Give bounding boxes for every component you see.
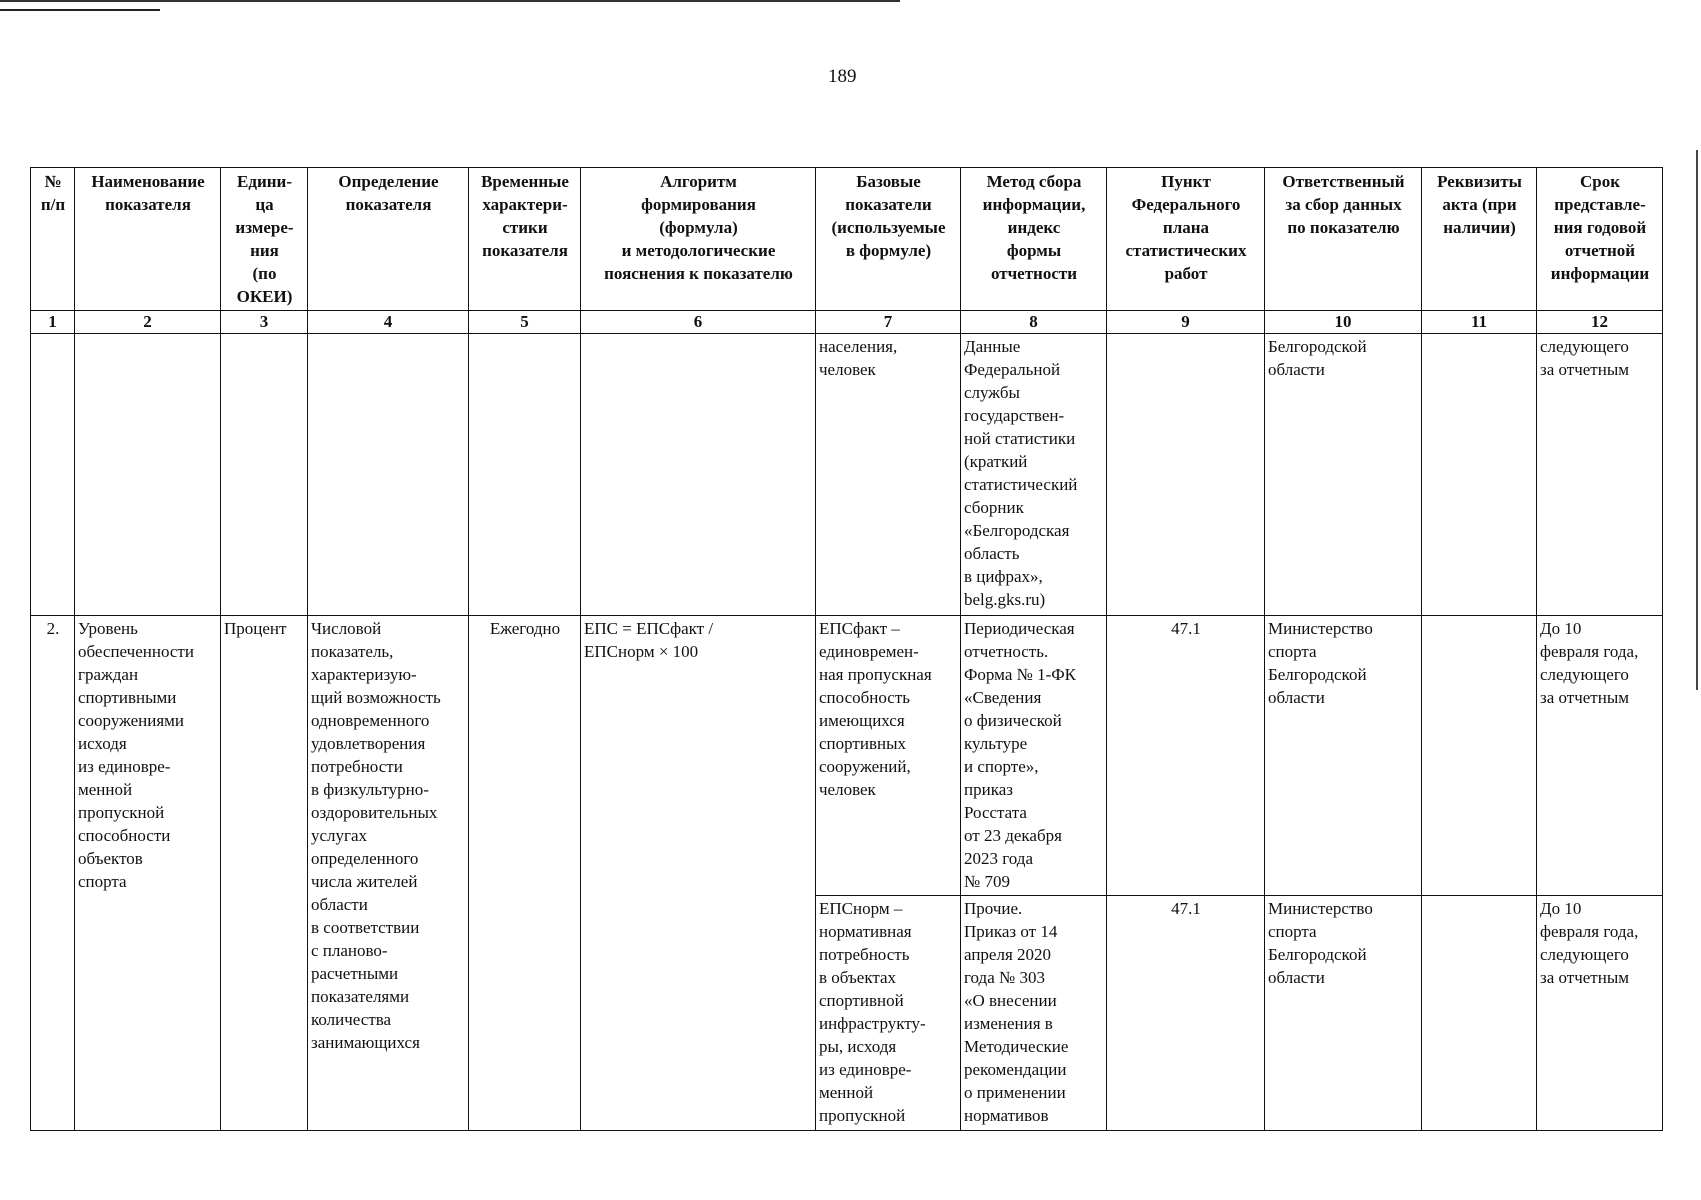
scan-artifact-right-edge: [1696, 150, 1698, 690]
header-responsible: Ответственный за сбор данных по показателю: [1265, 168, 1422, 311]
cell-plan-item: 47.1: [1107, 896, 1265, 1131]
header-definition: Определение показателя: [308, 168, 469, 311]
table-row-continued: [31, 334, 1663, 616]
header-periodicity: Временные характери- стики показателя: [469, 168, 581, 311]
cell-responsible: Белгородской области: [1265, 334, 1422, 616]
header-act-details: Реквизиты акта (при наличии): [1422, 168, 1537, 311]
header-deadline: Срок представле- ния годовой отчетной информации: [1537, 168, 1663, 311]
column-number: 2: [75, 311, 221, 334]
column-number: 7: [816, 311, 961, 334]
cell-base-indicator: ЕПСнорм – нормативная потребность в объектах спортивной инфраструкту- ры, исходя из единовре- менной пропускной: [816, 896, 961, 1131]
table-header-row: [31, 168, 1663, 311]
cell-empty: [469, 334, 581, 616]
column-number: 3: [221, 311, 308, 334]
column-number-row: [31, 311, 1663, 334]
column-number: 12: [1537, 311, 1663, 334]
cell-indicator-name: Уровень обеспеченности граждан спортивными сооружениями исходя из единовре- менной пропускной способности объектов спорта: [75, 616, 221, 1131]
column-number: 11: [1422, 311, 1537, 334]
cell-plan-item: 47.1: [1107, 616, 1265, 896]
cell-row-number: 2.: [31, 616, 75, 1131]
column-number: 6: [581, 311, 816, 334]
column-number: 9: [1107, 311, 1265, 334]
header-indicator-name: Наименование показателя: [75, 168, 221, 311]
cell-collection-method: Прочие. Приказ от 14 апреля 2020 года № 303 «О внесении изменения в Методические рекомендации о применении нормативов: [961, 896, 1107, 1131]
indicator-table: [30, 167, 1663, 1131]
header-unit: Едини- ца измере- ния (по ОКЕИ): [221, 168, 308, 311]
cell-empty: [75, 334, 221, 616]
header-federal-plan-item: Пункт Федерального плана статистических работ: [1107, 168, 1265, 311]
cell-empty: [581, 334, 816, 616]
cell-base-indicator: ЕПСфакт – единовремен- ная пропускная способность имеющихся спортивных сооружений, человек: [816, 616, 961, 896]
cell-responsible: Министерство спорта Белгородской области: [1265, 896, 1422, 1131]
column-number: 5: [469, 311, 581, 334]
cell-deadline: До 10 февраля года, следующего за отчетным: [1537, 616, 1663, 896]
cell-formula: ЕПС = ЕПСфакт / ЕПСнорм × 100: [581, 616, 816, 1131]
cell-empty: [1422, 616, 1537, 896]
header-collection-method: Метод сбора информации, индекс формы отчетности: [961, 168, 1107, 311]
cell-deadline: До 10 февраля года, следующего за отчетным: [1537, 896, 1663, 1131]
cell-empty: [1422, 334, 1537, 616]
column-number: 8: [961, 311, 1107, 334]
column-number: 4: [308, 311, 469, 334]
scan-artifact-top-line-short: [0, 9, 160, 11]
cell-responsible: Министерство спорта Белгородской области: [1265, 616, 1422, 896]
table-row-2a: [31, 616, 1663, 896]
cell-collection-method: Данные Федеральной службы государствен- ной статистики (краткий статистический сборник «Белгородская область в цифрах», belg.gks.ru): [961, 334, 1107, 616]
cell-collection-method: Периодическая отчетность. Форма № 1-ФК «Сведения о физической культуре и спорте», приказ Росстата от 23 декабря 2023 года № 709: [961, 616, 1107, 896]
header-algorithm: Алгоритм формирования (формула) и методологические пояснения к показателю: [581, 168, 816, 311]
cell-empty: [221, 334, 308, 616]
cell-empty: [1107, 334, 1265, 616]
column-number: 1: [31, 311, 75, 334]
header-number: № п/п: [31, 168, 75, 311]
cell-base-indicator: населения, человек: [816, 334, 961, 616]
scan-artifact-top-line: [0, 0, 900, 2]
column-number: 10: [1265, 311, 1422, 334]
cell-deadline: следующего за отчетным: [1537, 334, 1663, 616]
cell-empty: [1422, 896, 1537, 1131]
cell-empty: [308, 334, 469, 616]
cell-periodicity: Ежегодно: [469, 616, 581, 1131]
cell-empty: [31, 334, 75, 616]
cell-definition: Числовой показатель, характеризую- щий возможность одновременного удовлетворения потребности в физкультурно- оздоровительных услугах определенного числа жителей области в соответствии с планово- расчетными показателями количества занимающихся: [308, 616, 469, 1131]
header-base-indicators: Базовые показатели (используемые в формуле): [816, 168, 961, 311]
cell-unit: Процент: [221, 616, 308, 1131]
page-number: 189: [828, 66, 857, 87]
